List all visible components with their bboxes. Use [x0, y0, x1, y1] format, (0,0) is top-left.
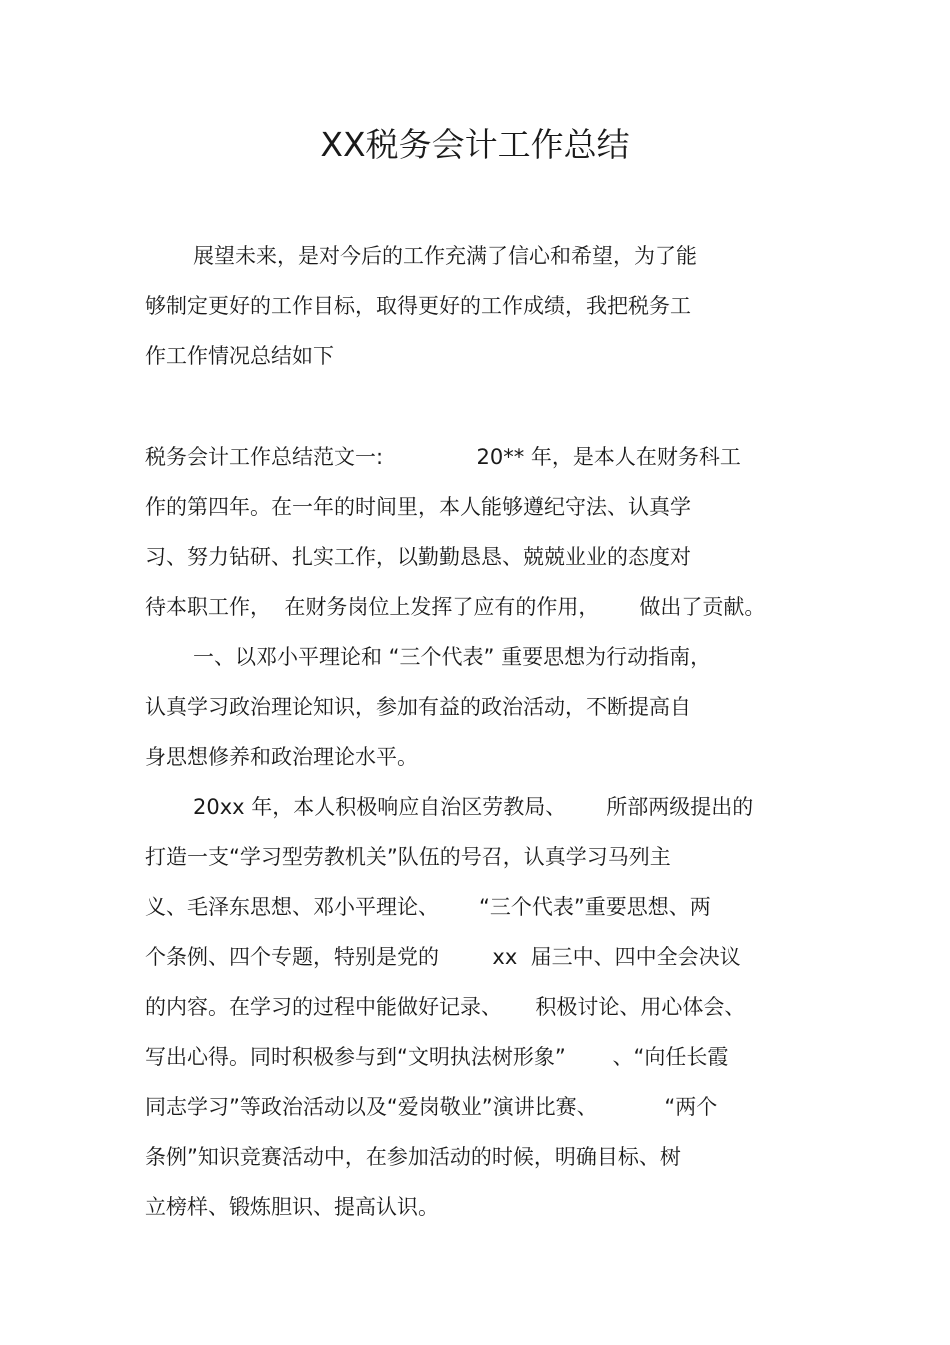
paragraph-line: 个条例、四个专题，特别是党的 xx 届三中、四中全会决议 [145, 945, 741, 969]
paragraph-line: 认真学习政治理论知识，参加有益的政治活动，不断提高自 [145, 695, 691, 719]
paragraph-line: 待本职工作， 在财务岗位上发挥了应有的作用， 做出了贡献。 [145, 595, 766, 619]
paragraph-line: 习、努力钻研、扎实工作，以勤勤恳恳、兢兢业业的态度对 [145, 545, 691, 569]
paragraph-line: 20xx 年，本人积极响应自治区劳教局、 所部两级提出的 [193, 795, 754, 819]
paragraph-line: 展望未来，是对今后的工作充满了信心和希望，为了能 [193, 244, 697, 268]
paragraph-line: 作工作情况总结如下 [145, 344, 334, 368]
document-title: XX税务会计工作总结 [320, 125, 630, 164]
paragraph-line: 条例”知识竞赛活动中，在参加活动的时候，明确目标、树 [145, 1145, 681, 1169]
paragraph-line: 写出心得。同时积极参与到“文明执法树形象” 、“向任长霞 [145, 1045, 729, 1069]
paragraph-line: 税务会计工作总结范文一: 20** 年，是本人在财务科工 [145, 445, 741, 469]
paragraph-line: 义、毛泽东思想、邓小平理论、 “三个代表”重要思想、两 [145, 895, 711, 919]
paragraph-line: 够制定更好的工作目标，取得更好的工作成绩，我把税务工 [145, 294, 691, 318]
paragraph-line: 的内容。在学习的过程中能做好记录、 积极讨论、用心体会、 [145, 995, 746, 1019]
paragraph-line: 身思想修养和政治理论水平。 [145, 745, 418, 769]
paragraph-line: 同志学习”等政治活动以及“爱岗敬业”演讲比赛、 “两个 [145, 1095, 718, 1119]
paragraph-line: 一、以邓小平理论和 “三个代表” 重要思想为行动指南， [193, 645, 712, 669]
paragraph-line: 作的第四年。在一年的时间里，本人能够遵纪守法、认真学 [145, 495, 691, 519]
paragraph-line: 立榜样、锻炼胆识、提高认识。 [145, 1195, 439, 1219]
paragraph-line: 打造一支“学习型劳教机关”队伍的号召，认真学习马列主 [145, 845, 671, 869]
